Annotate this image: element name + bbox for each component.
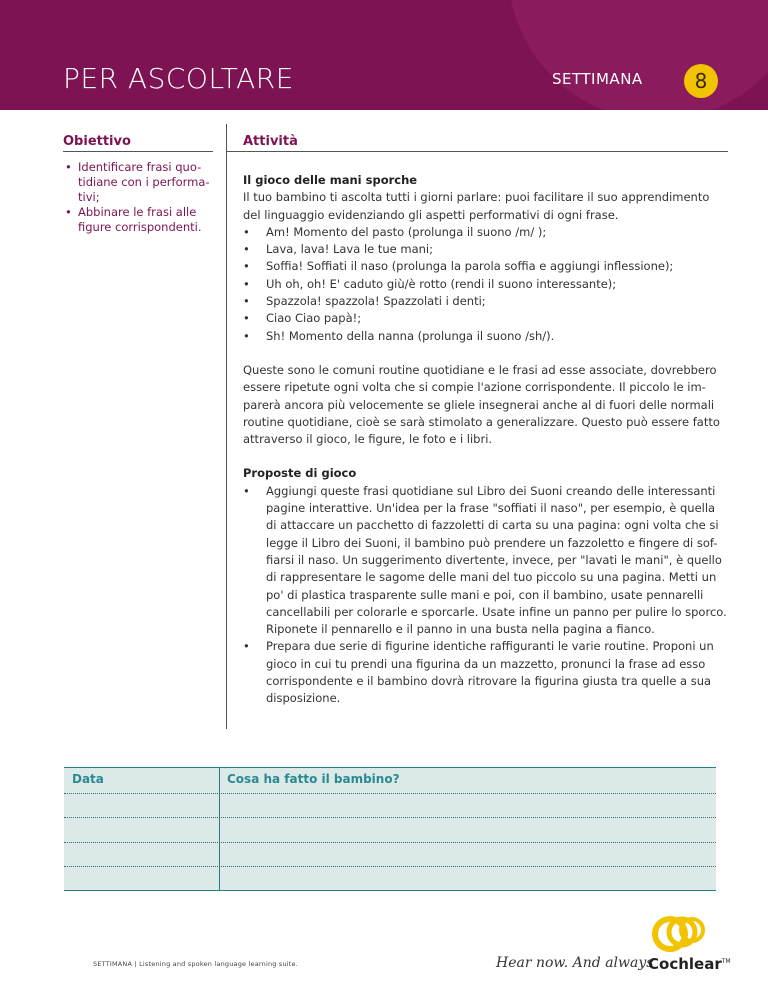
intro-line: Il tuo bambino ti ascolta tutti i giorni parlare: puoi facilitare il suo apprendimento <box>243 190 710 205</box>
brand-wordmark: Cochlear <box>648 955 722 973</box>
proposal-line: di rappresentare le sagome delle mani del tuo piccolo su una pagina. Metti un <box>266 570 717 585</box>
phrase-item: • Soffia! Soffiati il naso (prolunga la parola soffia e aggiungi inflessione); <box>243 258 728 275</box>
activity-heading: Attività <box>243 134 298 149</box>
proposals-title: Proposte di gioco <box>243 466 357 481</box>
proposal-line: po' di plastica trasparente sulle mani e poi, con il bambino, usate pennarelli <box>266 587 704 602</box>
objective-line: tivi; <box>78 190 100 204</box>
proposal-line: corrispondente e il bambino dovrà ritrovare la figurina giusta tra quelle a sua <box>266 674 712 689</box>
routine-paragraph <box>243 362 728 448</box>
proposal-item <box>243 638 728 707</box>
activity-heading-rule <box>226 151 728 152</box>
footer-suite: Listening and spoken language learning suite. <box>139 960 299 968</box>
phrase-item: • Sh! Momento della nanna (prolunga il suono /sh/). <box>243 328 728 345</box>
proposal-line: Aggiungi queste frasi quotidiane sul Libro dei Suoni creando delle interessanti <box>266 483 716 498</box>
intro-line: del linguaggio evidenziando gli aspetti performativi di ogni frase. <box>243 207 619 222</box>
header-band <box>0 0 768 110</box>
date-column-header: Data <box>72 772 104 786</box>
objective-list <box>63 160 213 235</box>
paragraph-line: Queste sono le comuni routine quotidiane e le frasi ad esse associate, dovrebbero <box>243 362 717 377</box>
phrase-list <box>243 224 728 345</box>
phrase-item: • Ciao Ciao papà!; <box>243 310 728 327</box>
objective-item <box>63 205 213 235</box>
table-row-line <box>64 866 716 867</box>
proposal-line: gioco in cui tu prendi una figurina da un mazzetto, pronunci la frase ad esso <box>266 656 706 671</box>
page-title: PER ASCOLTARE <box>63 62 294 95</box>
phrase-item: • Lava, lava! Lava le tue mani; <box>243 241 728 258</box>
table-column-divider <box>219 768 220 891</box>
proposal-line: fiarsi il naso. Un suggerimento divertente, invece, per "lavati le mani", è quello <box>266 552 722 567</box>
objective-heading-rule <box>63 151 213 152</box>
activity-content <box>243 172 728 708</box>
proposal-line: cancellabili per colorarle e sporcarle. Usate infine un panno per pulire lo sporco. <box>266 604 727 619</box>
brand-name <box>648 955 731 973</box>
phrase-item: • Uh oh, oh! E' caduto giù/è rotto (rendi il suono interessante); <box>243 276 728 293</box>
proposal-line: Riponete il pennarello e il panno in una busta nella pagina a fianco. <box>266 622 655 637</box>
objective-line: tidiane con i performa- <box>78 175 210 189</box>
proposal-list <box>243 483 728 708</box>
proposal-line: Prepara due serie di figurine identiche raffiguranti le varie routine. Proponi un <box>266 639 714 654</box>
proposal-line: disposizione. <box>266 691 341 706</box>
header-decoration <box>508 0 768 110</box>
intro-paragraph <box>243 189 728 224</box>
table-row-line <box>64 793 716 794</box>
paragraph-line: attraverso il gioco, le figure, le foto e i libri. <box>243 432 493 447</box>
game-title: Il gioco delle mani sporche <box>243 173 418 187</box>
paragraph-line: routine quotidiane, cioè se sarà stimolato a generalizzare. Questo può essere fatto <box>243 414 720 429</box>
objective-line: Abbinare le frasi alle <box>78 205 197 219</box>
footer-week: SETTIMANA <box>93 960 133 968</box>
objective-heading: Obiettivo <box>63 134 131 149</box>
notes-column-header: Cosa ha fatto il bambino? <box>227 772 400 786</box>
objective-line: figure corrispondenti. <box>78 220 202 234</box>
phrase-item: • Spazzola! spazzola! Spazzolati i denti; <box>243 293 728 310</box>
paragraph-line: parerà ancora più velocemente se gliele insegnerai anche al di fuori delle normali <box>243 397 715 412</box>
footer-text: SETTIMANA | Listening and spoken language learning suite. <box>93 960 299 968</box>
paragraph-line: essere ripetute ogni volta che si compie l'azione corrispondente. Il piccolo le im- <box>243 380 706 395</box>
proposal-line: legge il Libro dei Suoni, il bambino può prendere un fazzoletto e fingere di sof- <box>266 535 718 550</box>
proposal-line: pagine interattive. Un'idea per la frase "soffiati il naso", per esempio, è quella <box>266 501 716 516</box>
table-row-line <box>64 842 716 843</box>
column-divider <box>226 124 227 729</box>
proposal-item <box>243 483 728 639</box>
week-number-badge: 8 <box>684 64 718 98</box>
phrase-item: • Am! Momento del pasto (prolunga il suono /m/ ); <box>243 224 728 241</box>
objective-item <box>63 160 213 205</box>
proposal-line: di attaccare un pacchetto di fazzoletti di carta su una pagina: ogni volta che si <box>266 518 719 533</box>
week-label: SETTIMANA <box>552 70 643 88</box>
brand-tagline: Hear now. And always <box>496 955 654 971</box>
progress-log-table <box>64 767 716 891</box>
objective-line: Identificare frasi quo- <box>78 160 202 174</box>
trademark: TM <box>721 958 731 965</box>
table-row-line <box>64 817 716 818</box>
